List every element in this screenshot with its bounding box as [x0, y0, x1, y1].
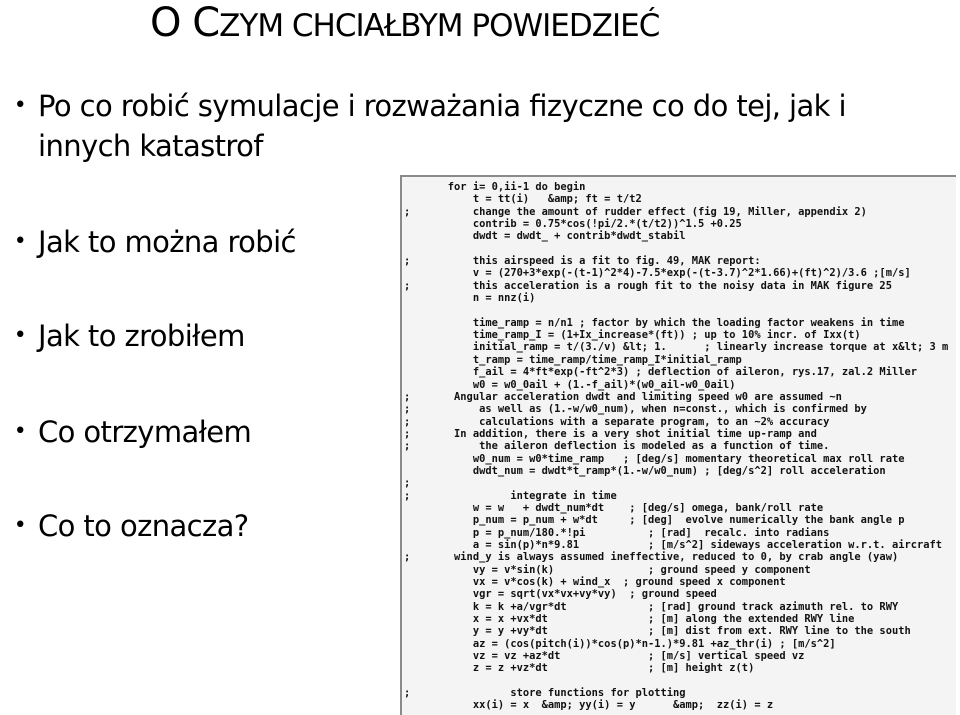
- code-line: y = y +vy*dt ; [m] dist from ext. RWY line to the south: [404, 625, 911, 638]
- code-line: ; change the amount of rudder effect (fig 19, Miller, appendix 2): [404, 205, 867, 218]
- title-letter-o: O: [150, 0, 181, 46]
- bullet-text: Jak to zrobiłem: [38, 319, 245, 353]
- title-letter-c: C: [192, 0, 220, 46]
- title-rest: ZYM CHCIAŁBYM POWIEDZIEĆ: [219, 8, 660, 44]
- code-line: contrib = 0.75*cos(!pi/2.*(t/t2))^1.5 +0.25: [404, 218, 742, 231]
- code-listing: [404, 181, 956, 712]
- code-line: time_ramp = n/n1 ; factor by which the loading factor weakens in time: [404, 316, 905, 329]
- code-line: x = x +vx*dt ; [m] along the extended RWY line: [404, 613, 855, 626]
- code-line: ; Angular acceleration dwdt and limiting speed w0 are assumed ~n: [404, 390, 842, 403]
- bullet-text: Co otrzymałem: [38, 415, 252, 449]
- bullet-marker: •: [13, 323, 27, 348]
- code-line: ; as well as (1.-w/w0_num), when n=const., which is confirmed by: [404, 403, 867, 416]
- code-line: dwdt = dwdt_ + contrib*dwdt_stabil: [404, 230, 686, 243]
- code-line: ;: [404, 477, 411, 490]
- code-screenshot: [400, 175, 956, 715]
- code-line: f_ail = 4*ft*exp(-ft^2*3) ; deflection of aileron, rys.17, zal.2 Miller: [404, 366, 917, 379]
- code-line: ; this acceleration is a rough fit to the noisy data in MAK figure 25: [404, 279, 892, 292]
- code-line: vy = v*sin(k) ; ground speed y component: [404, 563, 811, 576]
- code-line: initial_ramp = t/(3./v) &lt; 1. ; linearly increase torque at x&lt; 3 m: [404, 341, 949, 354]
- code-line: [404, 675, 956, 687]
- bullet-marker: •: [13, 419, 27, 444]
- code-line: dwdt_num = dwdt*t_ramp*(1.-w/w0_num) ; [deg/s^2] roll acceleration: [404, 464, 886, 477]
- code-line: a = sin(p)*n*9.81 ; [m/s^2] sideways acceleration w.r.t. aircraft: [404, 538, 942, 551]
- code-line: w = w + dwdt_num*dt ; [deg/s] omega, bank/roll rate: [404, 501, 824, 514]
- code-line: xx(i) = x &amp; yy(i) = y &amp; zz(i) = z: [404, 699, 774, 712]
- bullet-marker: •: [13, 229, 27, 254]
- code-line: t_ramp = time_ramp/time_ramp_I*initial_ramp: [404, 353, 742, 366]
- bullet-text: Po co robić symulacje i rozważania ﬁzyczne co do tej, jak i: [38, 89, 846, 123]
- code-line: ; calculations with a separate program, to an ~2% accuracy: [404, 415, 830, 428]
- code-line: w0_num = w0*time_ramp ; [deg/s] momentary theoretical max roll rate: [404, 452, 905, 465]
- code-line: [404, 243, 956, 255]
- bullet-marker: •: [13, 513, 27, 538]
- code-line: p_num = p_num + w*dt ; [deg] evolve numerically the bank angle p: [404, 514, 905, 527]
- code-line: ; the aileron deflection is modeled as a function of time.: [404, 440, 830, 453]
- code-line: z = z +vz*dt ; [m] height z(t): [404, 662, 755, 675]
- code-line: ; store functions for plotting: [404, 687, 686, 700]
- code-line: az = (cos(pitch(i))*cos(p)*n-1.)*9.81 +az_thr(i) ; [m/s^2]: [404, 637, 836, 650]
- code-line: v = (270+3*exp(-(t-1)^2*4)-7.5*exp(-(t-3.7)^2*1.66)+(ft)^2)/3.6 ;[m/s]: [404, 267, 911, 280]
- code-line: t = tt(i) &amp; ft = t/t2: [404, 193, 642, 206]
- code-line: ; this airspeed is a fit to fig. 49, MAK report:: [404, 255, 761, 268]
- code-line: ; In addition, there is a very shot initial time up-ramp and: [404, 427, 817, 440]
- code-line: vgr = sqrt(vx*vx+vy*vy) ; ground speed: [404, 588, 717, 601]
- code-line: k = k +a/vgr*dt ; [rad] ground track azimuth rel. to RWY: [404, 600, 899, 613]
- bullet-text: Co to oznacza?: [38, 509, 249, 543]
- code-line: p = p_num/180.*!pi ; [rad] recalc. into radians: [404, 526, 830, 539]
- code-line: [404, 304, 956, 316]
- code-line: vz = vz +az*dt ; [m/s] vertical speed vz: [404, 650, 805, 663]
- code-line: ; wind_y is always assumed ineffective, reduced to 0, by crab angle (yaw): [404, 551, 899, 564]
- code-line: for i= 0,ii-1 do begin: [404, 181, 586, 193]
- code-line: vx = v*cos(k) + wind_x ; ground speed x component: [404, 576, 786, 588]
- bullet-text: innych katastrof: [38, 129, 263, 163]
- bullet-marker: •: [13, 93, 27, 118]
- code-line: w0 = w0_0ail + (1.-f_ail)*(w0_ail-w0_0ail): [404, 378, 736, 391]
- code-line: ; integrate in time: [404, 489, 617, 502]
- bullet-text: Jak to można robić: [38, 225, 296, 259]
- code-line: time_ramp_I = (1+Ix_increase*(ft)) ; up to 10% incr. of Ixx(t): [404, 329, 861, 342]
- code-line: n = nnz(i): [404, 292, 536, 305]
